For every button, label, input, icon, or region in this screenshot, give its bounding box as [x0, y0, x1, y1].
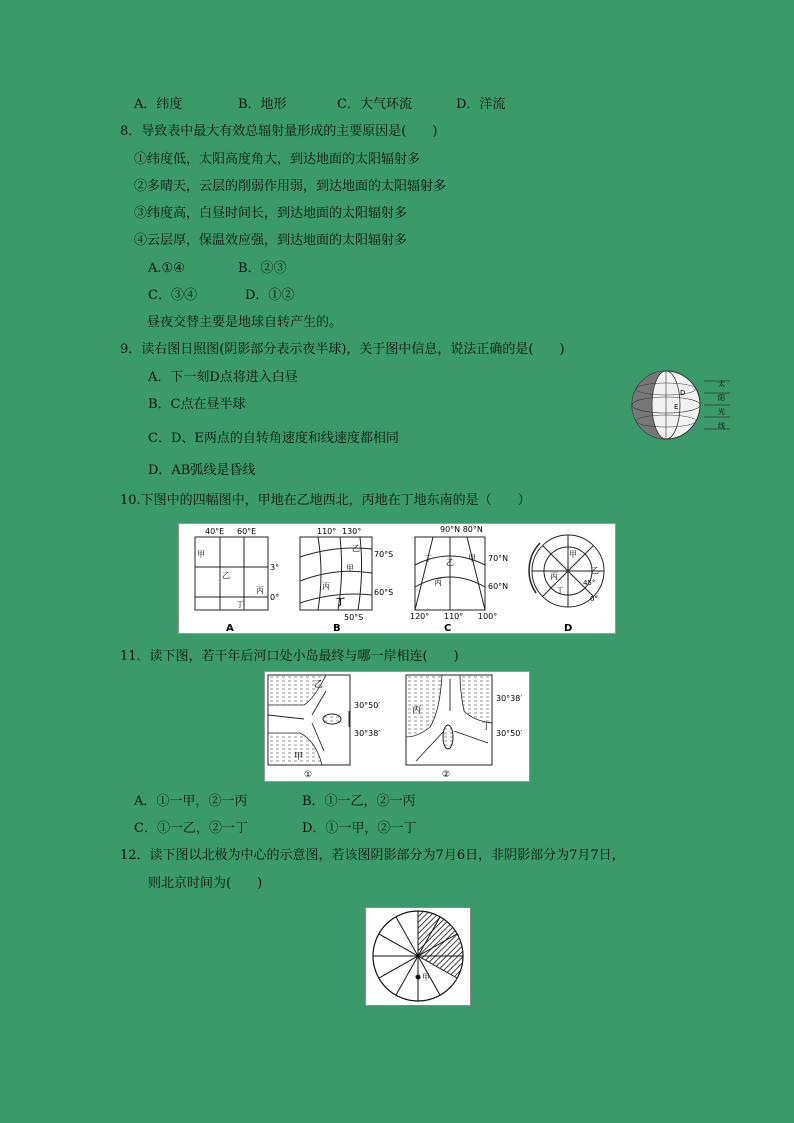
- b-place-bing: 丙: [322, 582, 330, 591]
- q12-stem: 12．读下图以北极为中心的示意图，若该图阴影部分为7月6日，非阴影部分为7月7日，: [120, 848, 625, 863]
- c-bottom-1: 120°: [410, 612, 430, 621]
- fig2-bank-bing: 丙: [412, 706, 422, 716]
- b-bottom: 50°S: [344, 613, 364, 622]
- q8-option-c: C．③④: [148, 288, 197, 303]
- q8-item-4: ④云层厚，保温效应强，到达地面的太阳辐射多: [134, 233, 408, 248]
- q8-option-d: D．①②: [245, 288, 295, 303]
- b-right-2: 60°S: [374, 588, 394, 597]
- svg-text:D: D: [680, 389, 686, 397]
- sun-rays: [704, 381, 730, 429]
- a-caption: A: [226, 623, 234, 634]
- c-place-ding: 丁: [424, 554, 432, 563]
- q8-option-a: A.①④: [148, 261, 185, 276]
- b-right-1: 70°S: [374, 550, 394, 559]
- q9-option-a: A．下一刻D点将进入白昼: [148, 370, 298, 385]
- fig1-lat-2: 30°38′: [354, 729, 381, 738]
- c-right-2: 60°N: [488, 582, 509, 591]
- q11-stem: 11．读下图，若干年后河口处小岛最终与哪一岸相连( ): [120, 649, 459, 664]
- a-place-yi: 乙: [222, 571, 230, 580]
- fig1-bank-jia: 甲: [294, 752, 304, 762]
- a-place-ding: 丁: [236, 600, 244, 609]
- c-place-bing: 丙: [434, 578, 442, 587]
- fig2-lat-2: 30°50′: [496, 729, 523, 738]
- d-label-0: 0°: [590, 595, 598, 603]
- fig1-lat-1: 30°50′: [354, 701, 381, 710]
- b-place-yi: 乙: [352, 544, 360, 553]
- q11-option-c: C．①一乙，②一丁: [134, 821, 248, 836]
- a-right-1: 3°: [270, 563, 280, 572]
- b-caption: B: [333, 623, 341, 634]
- q7-option-b: B．地形: [238, 97, 287, 112]
- sun-label-4: 线: [718, 422, 725, 430]
- fig1-bank-yi: 乙: [314, 680, 324, 690]
- svg-text:E: E: [674, 403, 679, 411]
- q9-option-c: C．D、E两点的自转角速度和线速度都相同: [148, 431, 399, 446]
- q10-stem: 10.下图中的四幅图中，甲地在乙地西北，丙地在丁地东南的是（ ）: [120, 493, 531, 508]
- q7-option-a: A．纬度: [134, 97, 183, 112]
- b-place-ding: 丁: [336, 598, 346, 608]
- c-caption: C: [444, 623, 452, 634]
- c-top: 90°N 80°N: [440, 525, 483, 534]
- q9-option-d: D．AB弧线是昏线: [148, 463, 256, 478]
- d-caption: D: [564, 623, 573, 634]
- q8-item-2: ②多晴天，云层的削弱作用弱，到达地面的太阳辐射多: [134, 179, 447, 194]
- a-right-2: 0°: [270, 593, 280, 602]
- fig2-lat-1: 30°38′: [496, 694, 523, 703]
- a-top-1: 40°E: [205, 527, 225, 536]
- b-top-1: 110°: [317, 527, 337, 536]
- sun-label-2: 阳: [718, 394, 725, 402]
- c-right-1: 70°N: [488, 554, 509, 563]
- a-place-jia: 甲: [197, 550, 205, 559]
- a-place-bing: 丙: [256, 586, 264, 595]
- q8-stem: 8．导致表中最大有效总辐射量形成的主要原因是( ): [120, 124, 438, 139]
- q11-option-d: D．①一甲，②一丁: [302, 821, 417, 836]
- a-top-2: 60°E: [237, 527, 257, 536]
- q12-stem-2: 则北京时间为( ): [148, 876, 263, 891]
- sun-label-1: 太: [718, 380, 725, 388]
- q11-figure: [264, 671, 530, 782]
- point-jia-label: 甲: [422, 973, 430, 982]
- globe: [632, 371, 700, 439]
- q8-option-b: B．②③: [238, 261, 287, 276]
- q11-option-b: B．①一乙，②一丙: [302, 794, 416, 809]
- q9-sunlight-figure: [630, 355, 736, 455]
- c-bottom-3: 100°: [478, 612, 498, 621]
- d-label-ding: 丁: [556, 586, 564, 595]
- c-place-yi: 乙: [446, 558, 454, 567]
- d-label-yi: 乙: [591, 566, 599, 575]
- fig1-caption: ①: [304, 770, 313, 780]
- b-place-jia: 甲: [346, 564, 354, 573]
- d-label-45: 45°: [583, 579, 596, 587]
- q7-option-d: D．洋流: [456, 97, 506, 112]
- d-label-bing: 丙: [550, 572, 558, 581]
- d-label-jia: 甲: [569, 550, 577, 559]
- q9-option-b: B．C点在昼半球: [148, 397, 246, 412]
- q9-stem: 9．读右图日照图(阴影部分表示夜半球)，关于图中信息，说法正确的是( ): [120, 342, 565, 357]
- q7-option-c: C．大气环流: [337, 97, 412, 112]
- q8-item-1: ①纬度低，太阳高度角大，到达地面的太阳辐射多: [134, 152, 421, 167]
- q11-option-a: A．①一甲，②一丙: [134, 794, 248, 809]
- c-bottom-2: 110°: [444, 612, 464, 621]
- q8-item-3: ③纬度高，白昼时间长，到达地面的太阳辐射多: [134, 206, 408, 221]
- sun-label-3: 光: [718, 408, 725, 416]
- q10-figure: [178, 523, 616, 634]
- q12-polar-figure: [365, 907, 471, 1006]
- c-place-jia: 甲: [468, 554, 476, 563]
- fig2-caption: ②: [442, 770, 451, 780]
- point-jia-marker: [416, 975, 421, 980]
- b-top-2: 130°: [342, 527, 362, 536]
- q8-note: 昼夜交替主要是地球自转产生的。: [147, 315, 343, 330]
- fig2-bank-ding: 丁: [482, 722, 492, 732]
